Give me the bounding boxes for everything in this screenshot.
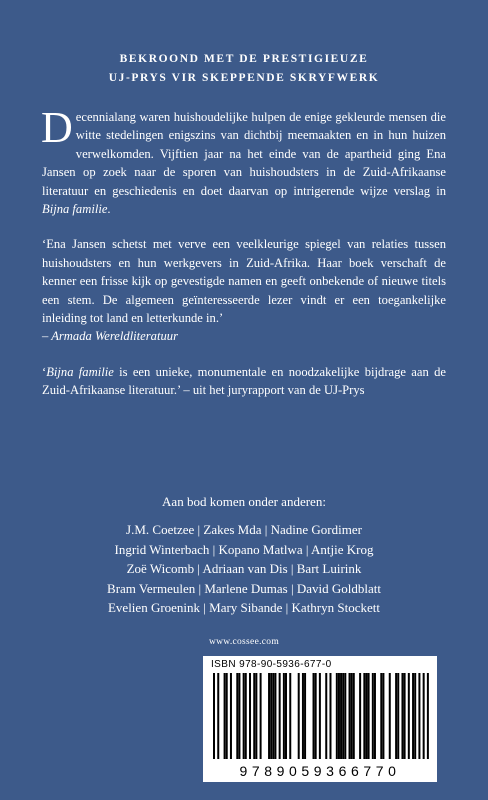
authors-line: J.M. Coetzee | Zakes Mda | Nadine Gordimer xyxy=(126,522,362,537)
barcode-panel xyxy=(203,656,437,782)
intro-end: . xyxy=(107,202,111,217)
drop-cap: D xyxy=(41,103,73,152)
barcode-bar xyxy=(213,673,215,759)
barcode-bar xyxy=(245,673,247,759)
review-quote-text: ‘Ena Jansen schetst met verve een veelkleurige spiegel van relaties tussen huishoudsters en hun werkgevers in Zuid-Afrika. Haar boek verschaft de kenner een frisse kijk op gevestigde namen en geeft onbekende of nieuwe titels een stem. De algemeen geïnteresseerde lezer vindt er een toegankelijke inleiding tot land en letterkunde in.’ xyxy=(42,237,446,326)
barcode-bar xyxy=(230,673,232,759)
barcode-bar xyxy=(272,673,274,759)
authors-line: Bram Vermeulen | Marlene Dumas | David Goldblatt xyxy=(107,580,381,596)
barcode-bar xyxy=(226,673,228,759)
barcode-bar xyxy=(302,673,304,759)
authors-heading: Aan bod komen onder anderen: xyxy=(162,494,326,509)
barcode-bar xyxy=(408,673,410,759)
barcode-bar xyxy=(268,673,270,759)
review-quote xyxy=(42,235,446,345)
jury-quote xyxy=(42,363,446,400)
barcode-bar xyxy=(389,673,391,759)
authors-line: Zoë Wicomb | Adriaan van Dis | Bart Luirink xyxy=(126,561,362,577)
barcode-bar xyxy=(274,673,276,759)
barcode-bar xyxy=(427,673,429,759)
barcode-bar xyxy=(238,673,240,759)
barcode-bar xyxy=(253,673,255,759)
award-line-2: UJ-PRYS VIR SKEPPENDE SKRYFWERK xyxy=(108,72,380,84)
authors-line: Evelien Groenink | Mary Sibande | Kathryn Stockett xyxy=(107,600,380,616)
barcode-bar xyxy=(351,673,353,759)
barcode-bar xyxy=(423,673,425,759)
blurb xyxy=(41,103,446,417)
book-title-inline: Bijna familie xyxy=(42,202,108,217)
barcode-bar xyxy=(255,673,257,759)
barcode-bar xyxy=(336,673,338,759)
barcode-bar xyxy=(342,673,344,759)
barcode-bar xyxy=(319,673,321,759)
barcode-bar xyxy=(315,673,317,759)
barcode-bar xyxy=(397,673,399,759)
barcode-bar xyxy=(374,673,376,759)
barcode-bar xyxy=(380,673,382,759)
barcode-bar xyxy=(236,673,238,759)
jury-quote-text: is een unieke, monumentale en noodzakelijke bijdrage aan de Zuid-Afrikaanse literatuur.’ – uit het juryrapport van de UJ-Prys xyxy=(42,364,446,398)
authors-list xyxy=(0,520,488,618)
barcode-bar xyxy=(298,673,300,759)
barcode-bar xyxy=(270,673,272,759)
barcode-bar xyxy=(372,673,374,759)
barcode-bar xyxy=(365,673,367,759)
award-heading xyxy=(0,50,488,88)
intro-paragraph xyxy=(41,103,446,218)
barcode-bar xyxy=(368,673,370,759)
barcode-bar xyxy=(418,673,420,759)
authors-line: Ingrid Winterbach | Kopano Matlwa | Antjie Krog xyxy=(114,541,374,557)
barcode-bar xyxy=(340,673,342,759)
barcode-bar xyxy=(283,673,285,759)
barcode-bar xyxy=(404,673,406,759)
barcode-bar xyxy=(243,673,245,759)
barcode-icon xyxy=(213,673,429,759)
intro-text: ecennialang waren huishoudelijke hulpen de enige gekleurde mensen die witte stedelingen enigszins van dichtbij meemaakten en in hun huizen verwelkomden. Vijftien jaar na het einde van de apartheid ging Ena Jansen op zoek naar de sporen van huishoudsters in de Zuid-Afrikaanse literatuur en geschiedenis en doet daarvan op intrigerende wijze verslag in xyxy=(42,110,446,198)
review-quote-source: – Armada Wereldliteratuur xyxy=(42,329,178,344)
barcode-bar xyxy=(401,673,403,759)
barcode-bar xyxy=(249,673,251,759)
barcode-bar xyxy=(363,673,365,759)
barcode-bar xyxy=(260,673,262,759)
barcode-bar xyxy=(325,673,327,759)
barcode-bar xyxy=(304,673,306,759)
barcode-bar xyxy=(359,673,361,759)
barcode-bar xyxy=(289,673,291,759)
barcode-bar xyxy=(344,673,346,759)
barcode-bar xyxy=(338,673,340,759)
jury-quote-title: Bijna familie xyxy=(46,364,114,379)
publisher-website: www.cossee.com xyxy=(208,637,280,647)
jury-quote-open: ‘ xyxy=(42,364,47,379)
barcode-bar xyxy=(217,673,219,759)
isbn-label: ISBN 978-90-5936-677-0 xyxy=(211,659,332,670)
barcode-bar xyxy=(313,673,315,759)
barcode-bar xyxy=(349,673,351,759)
barcode-bar xyxy=(395,673,397,759)
ean-digits: 9789059366770 xyxy=(239,763,401,779)
barcode-bar xyxy=(353,673,355,759)
barcode-bar xyxy=(279,673,281,759)
barcode-bar xyxy=(412,673,414,759)
barcode-bar xyxy=(224,673,226,759)
barcode-bar xyxy=(382,673,384,759)
barcode-bar xyxy=(329,673,331,759)
award-line-1: BEKROOND MET DE PRESTIGIEUZE xyxy=(119,53,369,65)
barcode-bar xyxy=(414,673,416,759)
barcode-bar xyxy=(285,673,287,759)
